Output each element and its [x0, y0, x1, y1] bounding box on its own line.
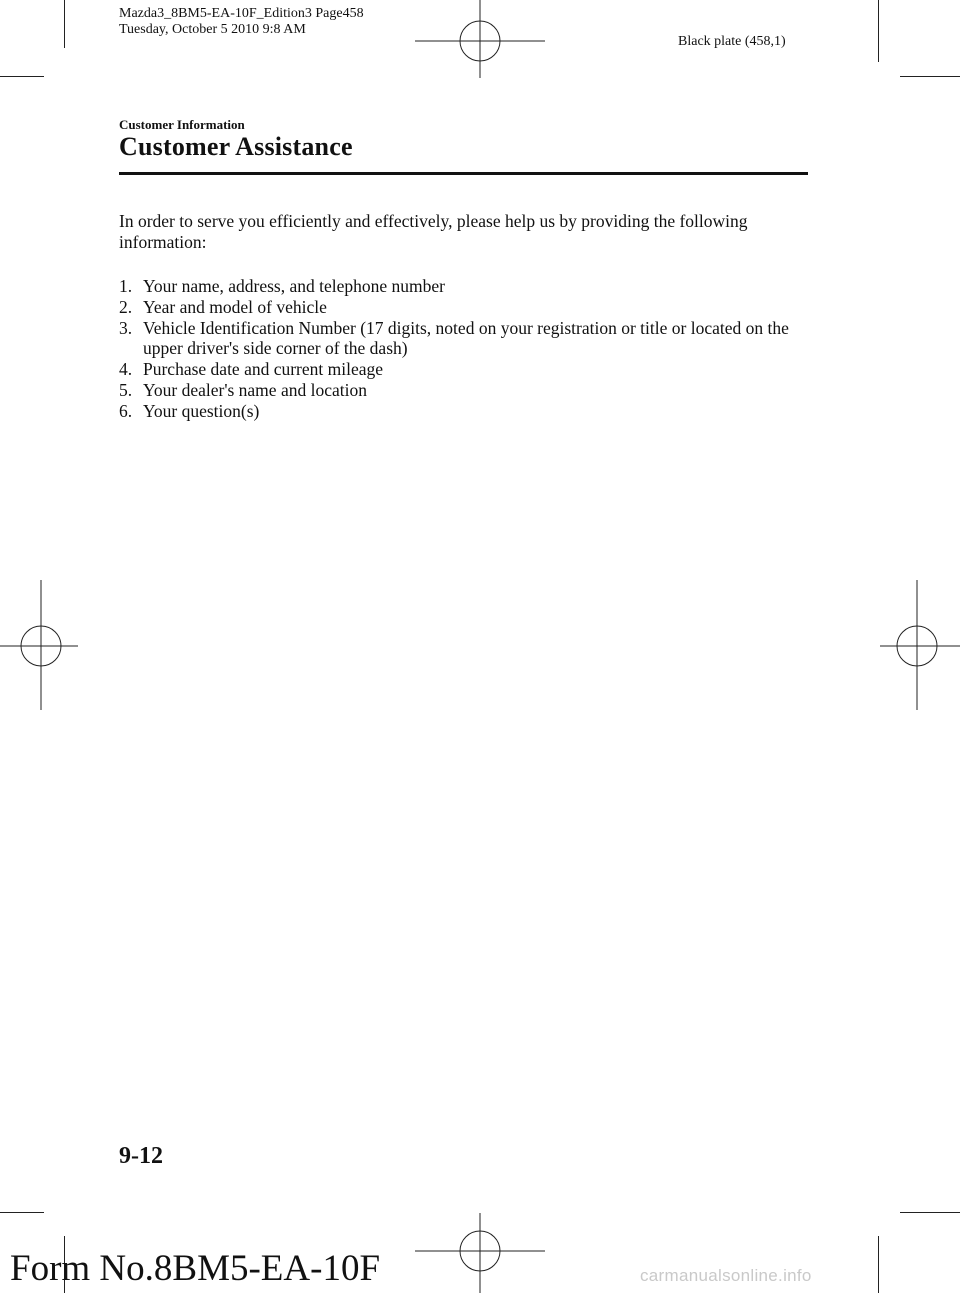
intro-paragraph: In order to serve you efficiently and effectively, please help us by providing the following information:: [119, 211, 748, 252]
crop-mark: [878, 1236, 879, 1293]
list-item-text: Your question(s): [143, 400, 260, 421]
title-divider: [119, 172, 808, 175]
list-item-text: Vehicle Identification Number (17 digits, noted on your registration or title or located on the upper driver's side corner of the dash): [143, 317, 789, 359]
list-item-text: Your name, address, and telephone number: [143, 276, 445, 296]
information-list: [119, 276, 809, 422]
site-watermark: carmanualsonline.info: [640, 1266, 812, 1285]
crop-mark: [0, 76, 44, 77]
list-item-number: 5.: [119, 379, 133, 400]
registration-target-icon: [0, 580, 80, 710]
list-item-number: 6.: [119, 400, 133, 421]
list-item-number: 2.: [119, 296, 133, 317]
section-label: Customer Information: [119, 117, 245, 132]
list-item-text: Purchase date and current mileage: [143, 359, 384, 380]
list-item-number: 4.: [119, 359, 133, 380]
crop-mark: [0, 1212, 44, 1213]
list-item: [119, 359, 809, 380]
list-item-number: 1.: [119, 276, 133, 296]
slug-line-2: Tuesday, October 5 2010 9:8 AM: [119, 22, 306, 37]
page-number: 9-12: [119, 1143, 163, 1169]
page-title: Customer Assistance: [119, 132, 353, 161]
plate-label: Black plate (458,1): [678, 34, 786, 49]
list-item-text: Year and model of vehicle: [143, 296, 327, 317]
registration-target-icon: [415, 0, 545, 80]
registration-target-icon: [415, 1213, 545, 1293]
list-item: [119, 380, 809, 401]
form-number: Form No.8BM5-EA-10F: [10, 1248, 381, 1289]
list-item: [119, 276, 809, 297]
crop-mark: [878, 0, 879, 62]
list-item: [119, 297, 809, 318]
print-slug: [119, 6, 364, 38]
crop-mark: [900, 76, 960, 77]
list-item: [119, 401, 809, 422]
list-item: [119, 318, 809, 360]
list-item-number: 3.: [119, 317, 133, 338]
registration-target-icon: [880, 580, 960, 710]
list-item-text: Your dealer's name and location: [143, 379, 367, 400]
crop-mark: [64, 0, 65, 48]
slug-line-1: Mazda3_8BM5-EA-10F_Edition3 Page458: [119, 6, 364, 21]
crop-mark: [900, 1212, 960, 1213]
